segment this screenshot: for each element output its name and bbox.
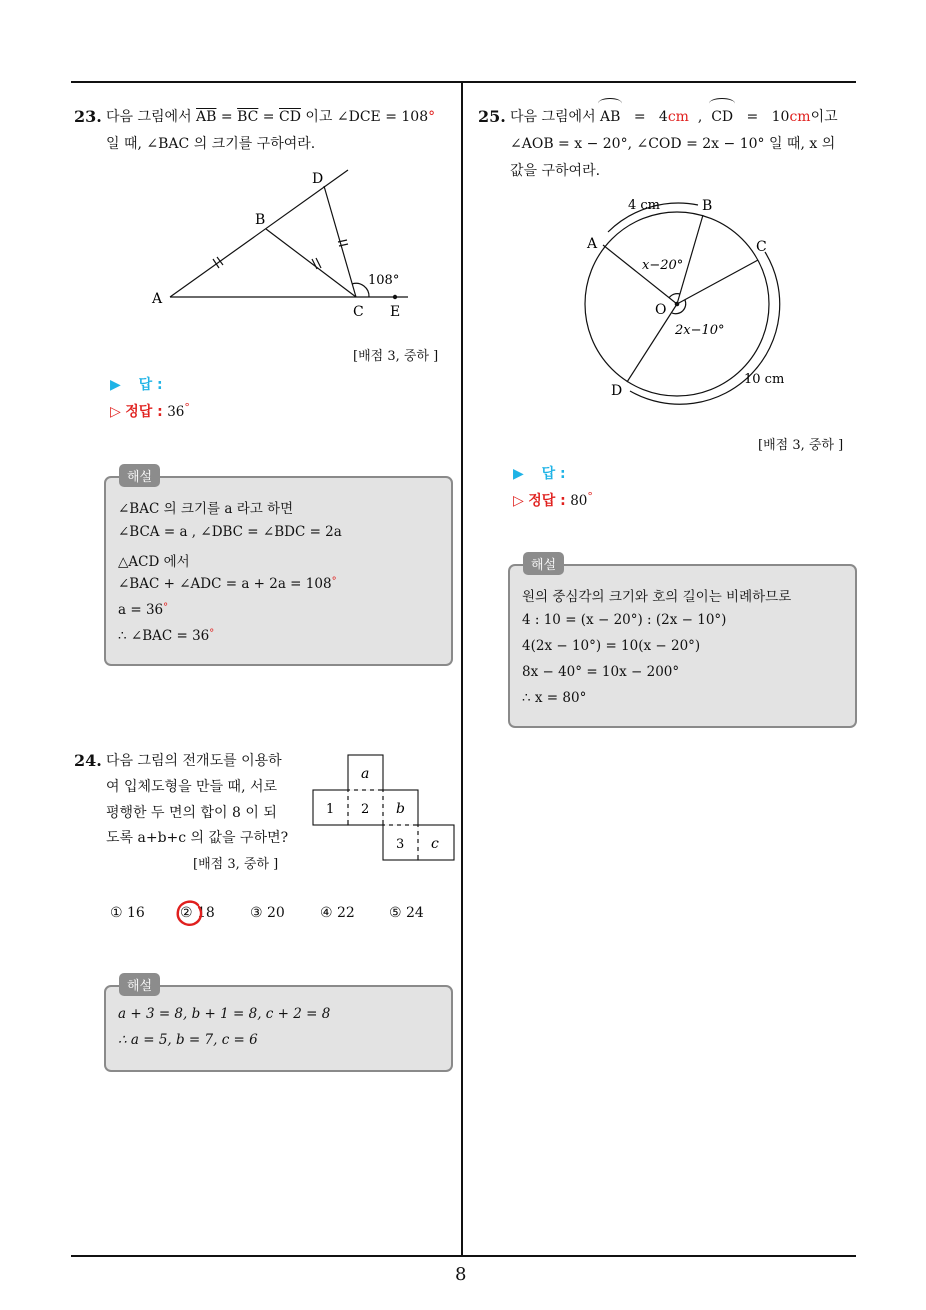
q23-solution-line-4-text: ∠BAC + ∠ADC = a + 2a = 108 — [118, 576, 332, 592]
q24-net-label-2: 2 — [361, 802, 370, 817]
q25-label-a: A — [587, 236, 598, 252]
q25-solution-line-5: ∴ x = 80° — [522, 690, 587, 706]
q25-correct-value: 80 — [570, 493, 588, 509]
correct-arrow-icon: ▷ — [513, 493, 524, 509]
q23-line-bc — [266, 229, 356, 297]
q23-text-post: 이고 ∠DCE = 108 — [300, 109, 429, 125]
q23-solution-line-3: △ACD 에서 — [118, 554, 190, 570]
q24-choice-4[interactable]: ④ 22 — [320, 905, 355, 921]
q23-degree-mark: ° — [428, 109, 436, 125]
q23-solution-line-6 — [118, 628, 214, 644]
q25-label-c: C — [756, 239, 767, 255]
q25-score: [배점 3, 중하 ] — [758, 438, 844, 453]
q23-text-pre: 다음 그림에서 — [106, 109, 197, 125]
q25-label-b: B — [702, 198, 713, 214]
q25-line3: 값을 구하여라. — [510, 163, 601, 179]
q24-net-label-a: a — [361, 766, 370, 782]
q25-solution-line-1: 원의 중심각의 크기와 호의 길이는 비례하므로 — [522, 589, 792, 605]
q23-score: [배점 3, 중하 ] — [353, 349, 439, 364]
q23-seg-ab: $\overline{AB}$ — [196, 109, 217, 125]
q23-correct-row — [110, 401, 190, 421]
q23-label-c: C — [353, 304, 364, 320]
q23-correct-value: 36 — [167, 404, 185, 420]
q25-number: 25. — [478, 107, 506, 126]
q25-answer-row — [513, 463, 566, 483]
correct-arrow-icon: ▷ — [110, 404, 121, 420]
q23-correct-degree: ° — [184, 401, 190, 414]
q24-line-2: 여 입체도형을 만들 때, 서로 — [106, 779, 278, 795]
q23-correct-label: 정답 : — [125, 404, 163, 420]
q25-len-cd-num: 10 — [771, 109, 790, 125]
q23-line1 — [106, 104, 435, 130]
q24-choice-2[interactable]: ② 18 — [180, 905, 215, 921]
q23-number: 23. — [74, 107, 102, 126]
q23-line2: 일 때, ∠BAC 의 크기를 구하여라. — [106, 136, 316, 152]
q24-net-label-1: 1 — [326, 802, 335, 817]
q23-eq2: = — [258, 109, 279, 125]
q24-net-figure — [310, 752, 458, 864]
column-divider — [461, 81, 463, 1257]
q24-solution-box — [104, 985, 453, 1072]
q25-correct-degree: ° — [587, 490, 593, 503]
q25-len-ab-unit: cm — [667, 109, 689, 125]
q25-arc-ab-mark — [598, 98, 622, 109]
q25-label-o: O — [655, 302, 667, 318]
q23-point-e — [393, 295, 397, 299]
q25-figure — [575, 190, 795, 410]
q23-tick-bc-2 — [316, 258, 321, 268]
q23-figure — [140, 162, 430, 327]
q25-arc-ab: AB — [600, 109, 621, 125]
q23-label-e: E — [390, 304, 401, 320]
q25-solution-line-4: 8x − 40° = 10x − 200° — [522, 664, 680, 680]
q25-arc-cd: CD — [711, 109, 734, 125]
q25-radius-oa — [603, 245, 677, 304]
q25-line1 — [510, 104, 838, 130]
q23-label-b: B — [255, 212, 266, 228]
q24-line-3: 평행한 두 면의 합이 8 이 되 — [106, 805, 277, 821]
q25-center-point — [675, 302, 680, 307]
q25-solution-tag: 해설 — [523, 552, 564, 575]
q24-selected-mark-icon — [172, 896, 208, 932]
q23-label-angle: 108° — [368, 273, 400, 288]
q24-solution-tag: 해설 — [119, 973, 160, 996]
q25-answer-label: 답 : — [541, 466, 566, 482]
q23-tick-ab-2 — [217, 257, 223, 265]
q23-eq1: = — [216, 109, 238, 125]
q23-solution-tag: 해설 — [119, 464, 160, 487]
q23-solution-line-5-text: a = 36 — [118, 602, 164, 618]
q25-label-cod: 2x−10° — [675, 323, 725, 338]
q24-line-4: 도록 a+b+c 의 값을 구하면? — [106, 830, 289, 846]
q24-choice-5[interactable]: ⑤ 24 — [389, 905, 424, 921]
answer-arrow-icon: ▶ — [513, 466, 524, 482]
q25-comma: , — [693, 109, 703, 125]
q24-solution-line-2: ∴ a = 5, b = 7, c = 6 — [118, 1032, 258, 1048]
q25-label-cd-length: 10 cm — [744, 372, 785, 387]
q23-solution-line-4 — [118, 576, 337, 592]
q25-len-ab-num: 4 — [658, 109, 668, 125]
q23-solution-line-1: ∠BAC 의 크기를 a 라고 하면 — [118, 501, 294, 517]
q23-solution-degree-3: ° — [209, 628, 215, 639]
bottom-rule — [71, 1255, 856, 1257]
q23-seg-bc: $\overline{BC}$ — [237, 109, 259, 125]
q23-answer-row — [110, 374, 163, 394]
q23-solution-line-5 — [118, 602, 168, 618]
q25-line2: ∠AOB = x − 20°, ∠COD = 2x − 10° 일 때, x 의 — [510, 136, 836, 152]
q23-seg-cd: $\overline{CD}$ — [279, 109, 301, 125]
q24-net-label-b: b — [396, 801, 405, 817]
q23-solution-line-2: ∠BCA = a , ∠DBC = ∠BDC = 2a — [118, 524, 342, 540]
q24-score: [배점 3, 중하 ] — [193, 857, 279, 872]
q24-net-label-c: c — [431, 836, 439, 852]
q24-line-1: 다음 그림의 전개도를 이용하 — [106, 753, 282, 769]
q25-solution-line-3: 4(2x − 10°) = 10(x − 20°) — [522, 638, 701, 654]
q23-tick-ab-1 — [213, 259, 219, 268]
q25-correct-label: 정답 : — [528, 493, 566, 509]
q25-text-post: 이고 — [810, 109, 838, 125]
q25-radius-od — [627, 304, 677, 382]
q25-correct-row — [513, 490, 593, 510]
q23-solution-degree-1: ° — [331, 576, 337, 587]
q25-eq1: = — [633, 109, 646, 125]
q23-label-a: A — [152, 291, 163, 307]
q25-label-d: D — [611, 383, 623, 399]
q24-solution-line-1: a + 3 = 8, b + 1 = 8, c + 2 = 8 — [118, 1006, 331, 1022]
q25-label-aob: x−20° — [642, 258, 684, 273]
q23-line-ad — [170, 170, 348, 297]
q25-eq2: = — [746, 109, 759, 125]
top-rule — [71, 81, 856, 83]
q25-text-pre: 다음 그림에서 — [510, 109, 601, 125]
q23-solution-line-6-text: ∴ ∠BAC = 36 — [118, 628, 210, 644]
q24-choice-3[interactable]: ③ 20 — [250, 905, 285, 921]
answer-arrow-icon: ▶ — [110, 377, 121, 393]
q25-solution-line-2: 4 : 10 = (x − 20°) : (2x − 10°) — [522, 612, 727, 628]
q24-net-label-3: 3 — [396, 837, 405, 852]
q25-label-ab-length: 4 cm — [628, 198, 661, 213]
q25-radius-oc — [677, 260, 758, 304]
q25-len-cd-unit: cm — [789, 109, 811, 125]
q23-solution-degree-2: ° — [163, 602, 169, 613]
page-number: 8 — [455, 1264, 467, 1285]
q23-label-d: D — [312, 171, 324, 187]
q24-number: 24. — [74, 751, 102, 770]
q24-choice-1[interactable]: ① 16 — [110, 905, 145, 921]
q25-arc-cd-mark — [709, 98, 735, 109]
q23-answer-label: 답 : — [138, 377, 163, 393]
